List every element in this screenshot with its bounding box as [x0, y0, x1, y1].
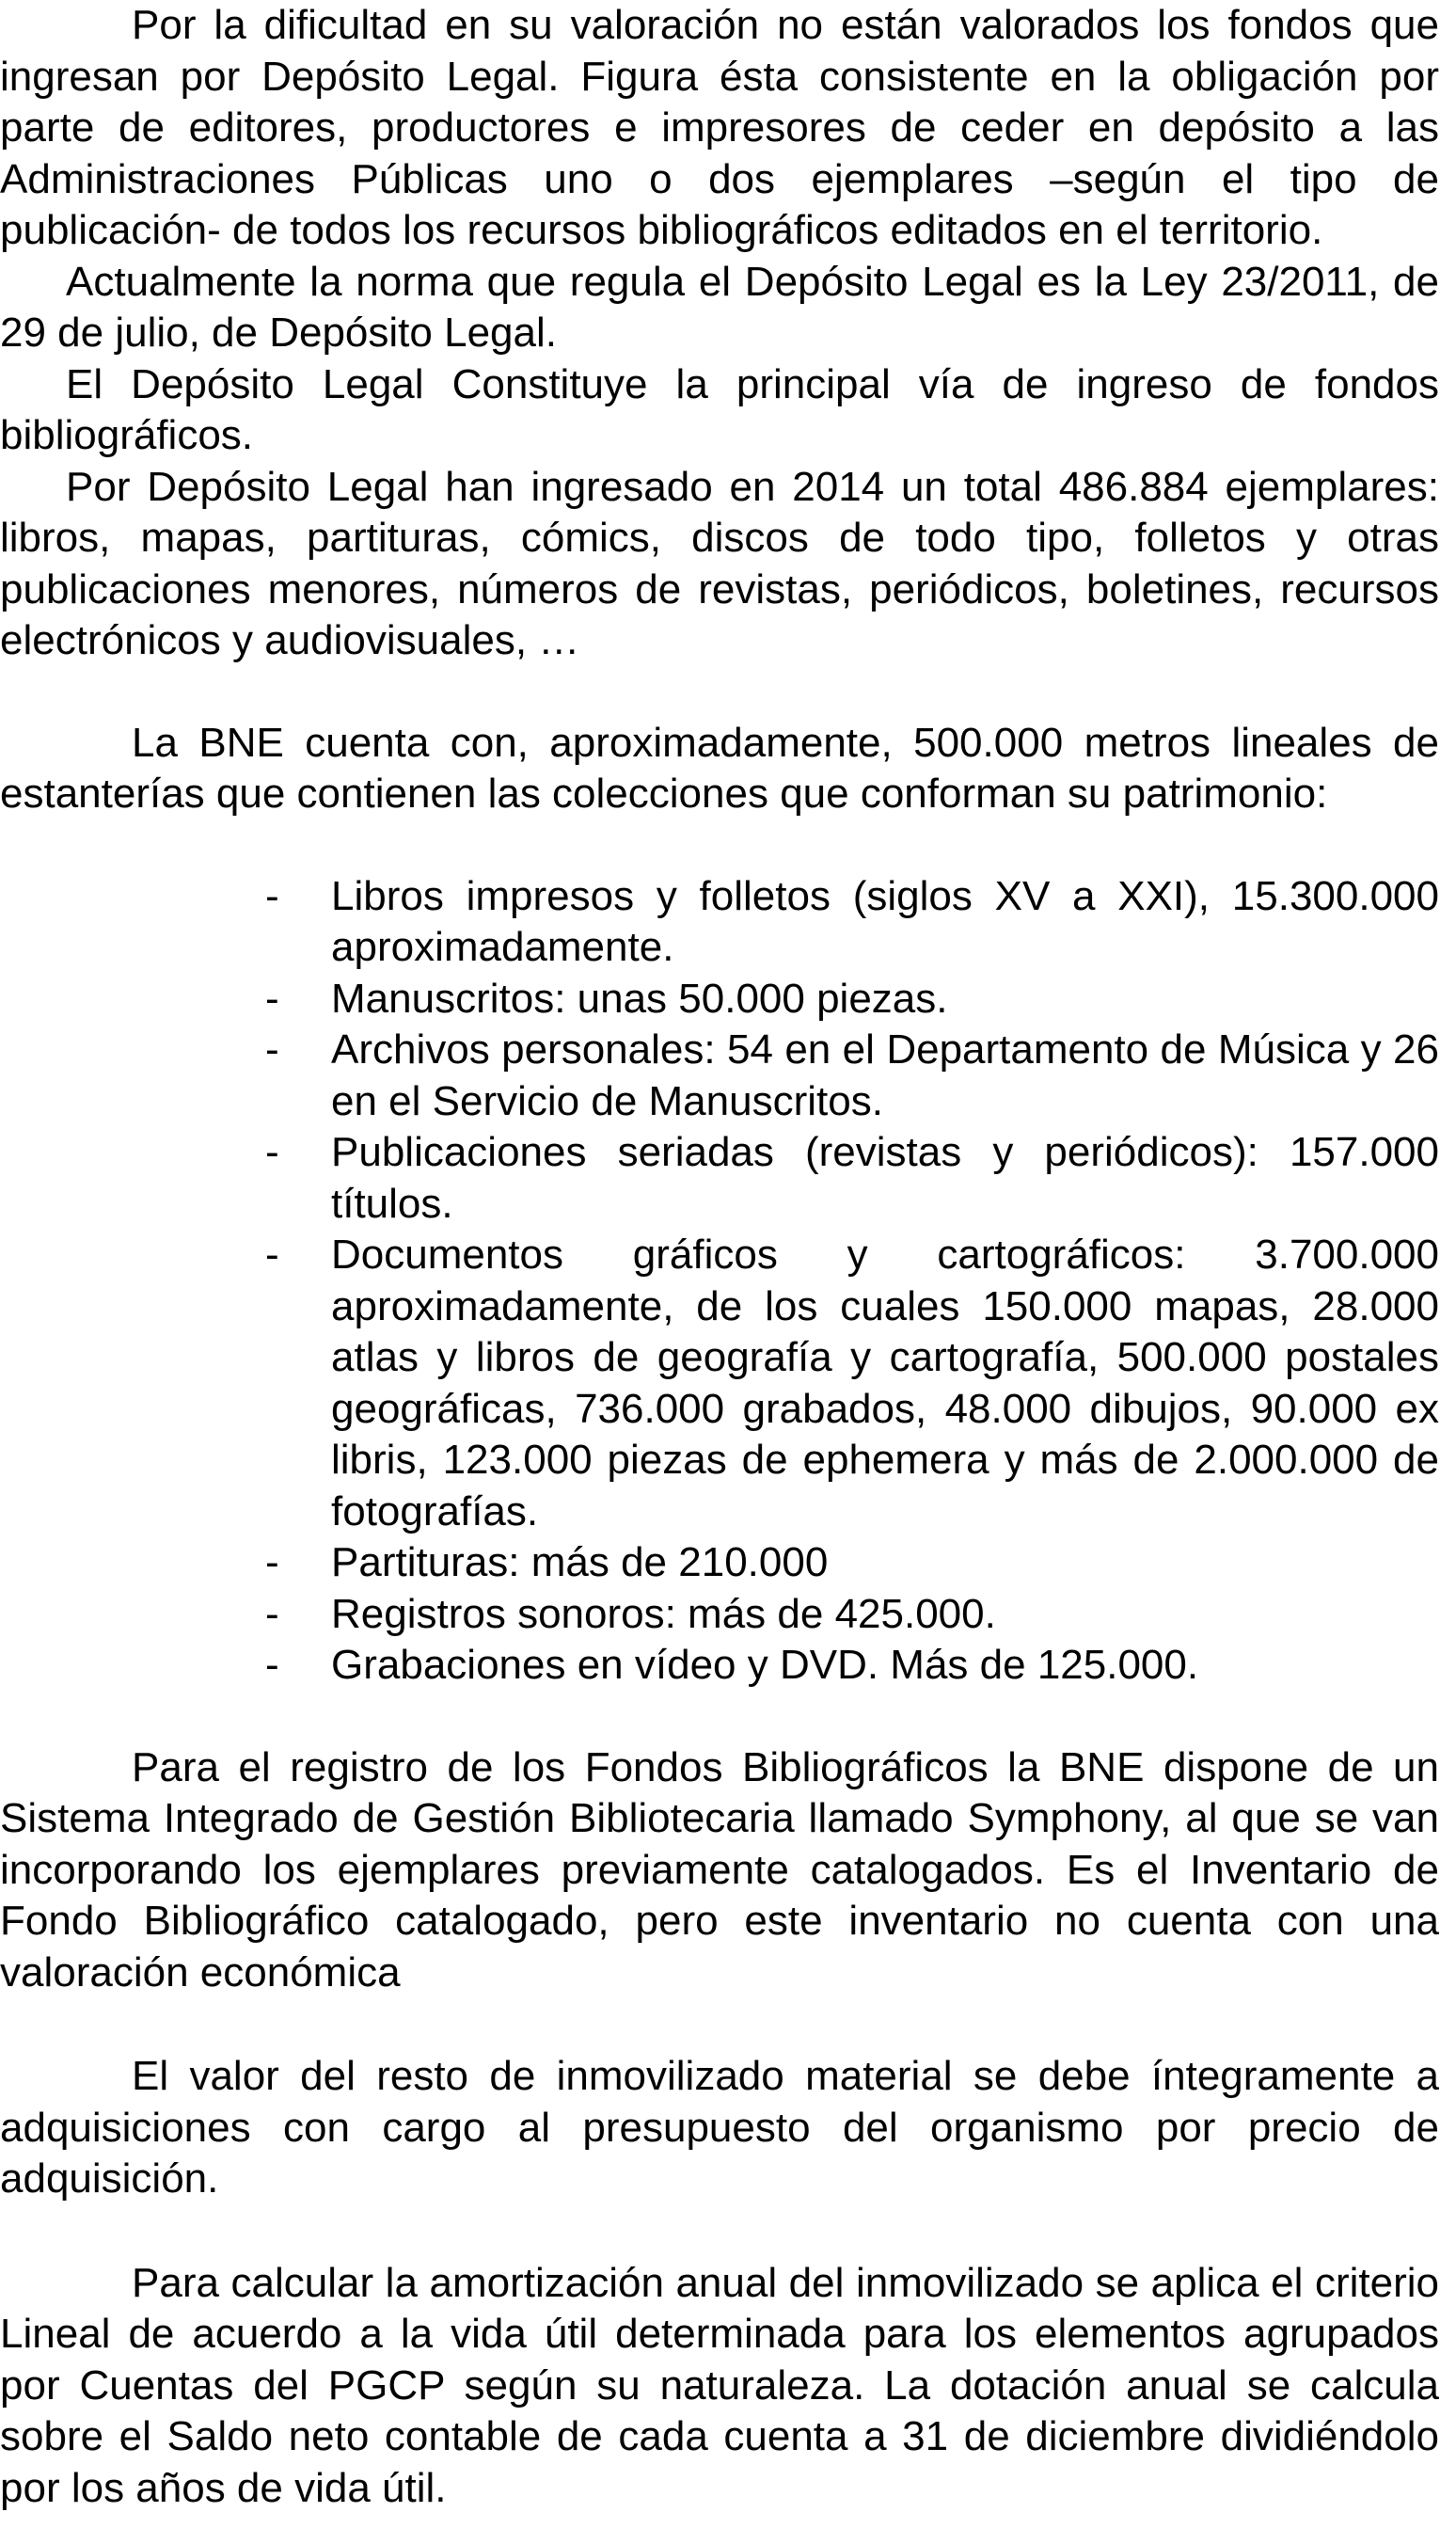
- list-item: [0, 1537, 1439, 1589]
- list-item-text: Manuscritos: unas 50.000 piezas.: [331, 975, 948, 1022]
- list-item: [0, 1127, 1439, 1230]
- list-item-text: Libros impresos y folletos (siglos XV a XXI), 15.300.000 aproximadamente.: [331, 872, 1439, 970]
- list-item: [0, 1230, 1439, 1537]
- list-item: [0, 974, 1439, 1026]
- list-bullet: -: [265, 1642, 279, 1688]
- list-bullet: -: [265, 1539, 279, 1585]
- list-item: [0, 1640, 1439, 1692]
- list-item-text: Grabaciones en vídeo y DVD. Más de 125.000.: [331, 1642, 1199, 1688]
- list-bullet: -: [265, 1129, 279, 1175]
- list-item-text: Archivos personales: 54 en el Departamento de Música y 26 en el Servicio de Manuscritos.: [331, 1026, 1439, 1124]
- list-item-text: Partituras: más de 210.000: [331, 1539, 829, 1585]
- list-item: [0, 1025, 1439, 1127]
- paragraph-symphony: Para el registro de los Fondos Bibliográficos la BNE dispone de un Sistema Integrado de Gestión Bibliotecaria llamado Symphony, al que se van incorporando los ejemplares previamente catalogados. Es el Inventario de Fondo Bibliográfico catalogado, pero este inventario no cuenta con una valoración económica: [0, 1743, 1439, 1995]
- paragraph-via-ingreso: El Depósito Legal Constituye la principal vía de ingreso de fondos bibliográficos.: [0, 360, 1439, 458]
- list-bullet: -: [265, 1026, 279, 1073]
- list-bullet: -: [265, 872, 279, 919]
- list-item: [0, 871, 1439, 974]
- collection-list: [0, 871, 1439, 1692]
- list-item-text: Publicaciones seriadas (revistas y periódicos): 157.000 títulos.: [331, 1129, 1439, 1227]
- paragraph-ingresos-2014: Por Depósito Legal han ingresado en 2014 un total 486.884 ejemplares: libros, mapas, partituras, cómics, discos de todo tipo, folletos y otras publicaciones menores, números de revistas, periódicos, boletines, recursos electrónicos y audiovisuales, …: [0, 463, 1439, 663]
- list-bullet: -: [265, 1232, 279, 1278]
- paragraph-ley-deposito-legal: Actualmente la norma que regula el Depósito Legal es la Ley 23/2011, de 29 de julio, de Depósito Legal.: [0, 258, 1439, 356]
- paragraph-deposito-legal-valoracion: Por la dificultad en su valoración no están valorados los fondos que ingresan por Depósito Legal. Figura ésta consistente en la obligación por parte de editores, productores e impresores de ceder en depósito a las Administraciones Públicas uno o dos ejemplares –según el tipo de publicación- de todos los recursos bibliográficos editados en el territorio.: [0, 2, 1439, 253]
- paragraph-amortizacion: Para calcular la amortización anual del inmovilizado se aplica el criterio Lineal de acuerdo a la vida útil determinada para los elementos agrupados por Cuentas del PGCP según su naturaleza. La dotación anual se calcula sobre el Saldo neto contable de cada cuenta a 31 de diciembre dividiéndolo por los años de vida útil.: [0, 2259, 1439, 2511]
- list-item-text: Registros sonoros: más de 425.000.: [331, 1590, 996, 1637]
- paragraph-inmovilizado-material: El valor del resto de inmovilizado material se debe íntegramente a adquisiciones con cargo al presupuesto del organismo por precio de adquisición.: [0, 2053, 1439, 2202]
- paragraph-bne-estanterias: La BNE cuenta con, aproximadamente, 500.000 metros lineales de estanterías que contienen las colecciones que conforman su patrimonio:: [0, 719, 1439, 817]
- list-item-text: Documentos gráficos y cartográficos: 3.700.000 aproximadamente, de los cuales 150.000 mapas, 28.000 atlas y libros de geografía y cartografía, 500.000 postales geográficas, 736.000 grabados, 48.000 dibujos, 90.000 ex libris, 123.000 piezas de ephemera y más de 2.000.000 de fotografías.: [331, 1232, 1439, 1534]
- list-item: [0, 1589, 1439, 1641]
- list-bullet: -: [265, 1590, 279, 1637]
- list-bullet: -: [265, 975, 279, 1022]
